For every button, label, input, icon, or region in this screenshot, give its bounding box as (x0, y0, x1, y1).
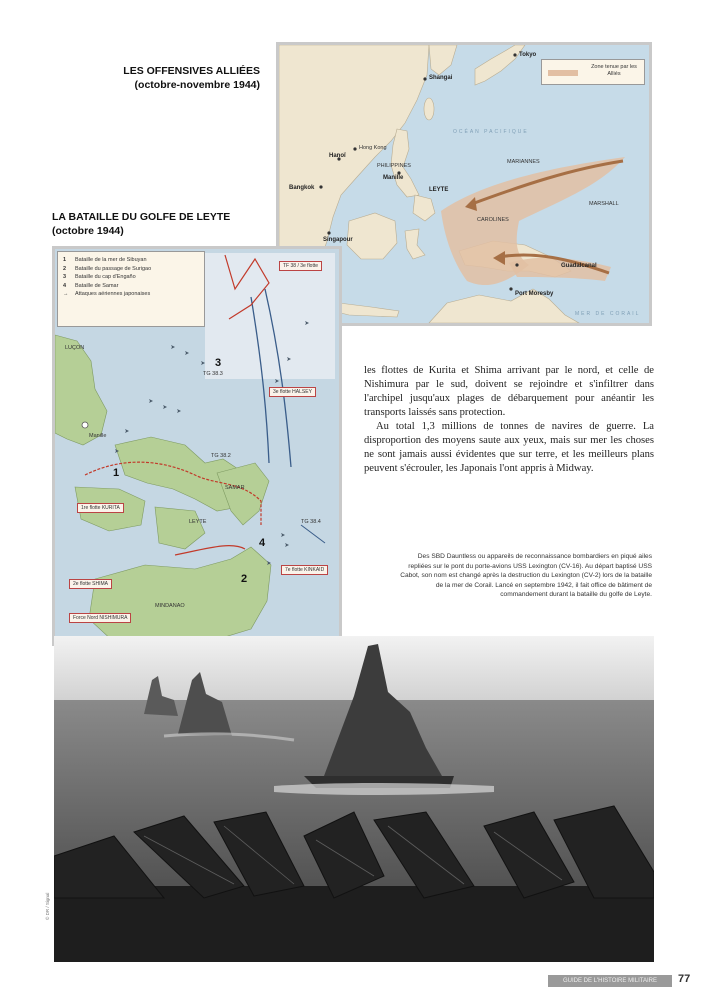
offensives-dates: (octobre-novembre 1944) (134, 79, 260, 91)
battle-number-2: 2 (241, 573, 248, 585)
leyte-map-legend (57, 251, 205, 327)
legend-label: Bataille de Samar (75, 282, 119, 289)
tag-seventh-fleet: 7e flotte KINKAID (281, 565, 328, 575)
photo-caption: Des SBD Dauntless ou appareils de reconnaissance bombardiers en piqué ailes repliées sur le pont du porte-avions USS Lexington (CV-16). Au départ baptisé USS Cabot, son nom est changé après la destruction du Lexington (CV-2) lors de la bataille de la mer de Corail. Lancé en septembre 1942, il fait office de bâtiment de commandement durant la bataille du golfe de Leyte. (400, 553, 652, 598)
offensives-title: LES OFFENSIVES ALLIÉES (123, 65, 260, 77)
legend-key: 3 (63, 274, 67, 280)
label-singapour: Singapour (323, 237, 353, 243)
label-mer-de-corail: MER DE CORAIL (575, 311, 641, 317)
pacific-map-legend (541, 59, 645, 85)
label-hong-kong: Hong Kong (359, 145, 387, 151)
legend-key: 1 (63, 257, 67, 263)
label-shanghai: Shangai (429, 75, 453, 81)
legend-row (63, 282, 199, 291)
tag-third-fleet: 3e flotte HALSEY (269, 387, 316, 397)
label-guadalcanal: Guadalcanal (561, 263, 597, 269)
label-marshall: MARSHALL (589, 201, 619, 207)
tag-first-fleet: 1re flotte KURITA (77, 503, 124, 513)
legend-row (63, 290, 199, 299)
label-samar: SAMAR (225, 485, 245, 491)
article-body (364, 364, 654, 476)
label-manille-leyte-map: Manille (89, 433, 107, 439)
leyte-gulf-map (52, 246, 342, 646)
leyte-heading (52, 210, 292, 238)
label-leyte-island: LEYTE (189, 519, 207, 525)
label-tg2: TG 38.2 (211, 453, 231, 459)
offensives-heading (60, 64, 260, 92)
tag-force-nishimura: Force Nord NISHIMURA (69, 613, 131, 623)
body-paragraph-2: Au total 1,3 millions de tonnes de navires de guerre. La disproportion des moyens saute aux yeux, mais sur mer les choses ne sont jamais aussi évidentes que sur terre, et les meilleurs plans peuvent s'écrouler, les Japonais l'ont appris à Midway. (364, 421, 654, 474)
allied-zone-swatch (548, 70, 578, 76)
label-philippines: PHILIPPINES (377, 163, 411, 169)
tag-tf38-top: TF 38 / 3e flotte (279, 261, 322, 271)
legend-key: → (63, 291, 69, 297)
battle-number-3: 3 (215, 357, 222, 369)
legend-label: Attaques aériennes japonaises (75, 291, 151, 297)
legend-key: 2 (63, 265, 67, 272)
label-mariannes: MARIANNES (507, 159, 540, 165)
label-tg1: TG 38.3 (203, 371, 223, 377)
legend-key: 4 (63, 282, 67, 289)
photo-graphic (54, 636, 654, 962)
battle-number-4: 4 (259, 537, 266, 549)
footer-section-label: GUIDE DE L'HISTOIRE MILITAIRE (548, 975, 672, 987)
label-manille: Manille (383, 175, 404, 181)
body-paragraph-1: les flottes de Kurita et Shima arrivant par le nord, et celle de Nishimura par le sud, doivent se rejoindre et s'infiltrer dans l'archipel jusqu'aux plages de débarquement pour anéantir les transports laissés sans protection. (364, 365, 654, 418)
legend-row (63, 256, 199, 265)
photo-credit: © DR / Signal (45, 892, 50, 920)
label-luzon: LUÇON (65, 345, 85, 351)
label-mindanao: MINDANAO (155, 603, 185, 609)
label-tokyo: Tokyo (519, 52, 537, 58)
tag-second-fleet: 2e flotte SHIMA (69, 579, 112, 589)
label-leyte: LEYTE (429, 187, 449, 193)
label-pacific-ocean: OCÉAN PACIFIQUE (453, 129, 529, 135)
battleship-photo (54, 636, 654, 962)
pacific-legend-label: Zone tenue par les Alliés (591, 64, 637, 77)
label-port-moresby: Port Moresby (515, 291, 554, 297)
leyte-title: LA BATAILLE DU GOLFE DE LEYTE (52, 211, 231, 223)
legend-label: Bataille de la mer de Sibuyan (75, 257, 147, 263)
page-number: 77 (678, 973, 691, 985)
legend-label: Bataille du cap d'Engaño (75, 274, 136, 280)
leyte-dates: (octobre 1944) (52, 225, 124, 237)
label-carolines: CAROLINES (477, 217, 509, 223)
battle-number-1: 1 (113, 467, 120, 479)
label-bangkok: Bangkok (289, 185, 315, 191)
legend-row (63, 265, 199, 274)
legend-label: Bataille du passage de Surigao (75, 265, 152, 272)
legend-row (63, 273, 199, 282)
label-hanoi: Hanoï (329, 153, 346, 159)
label-tg3: TG 38.4 (301, 519, 321, 525)
